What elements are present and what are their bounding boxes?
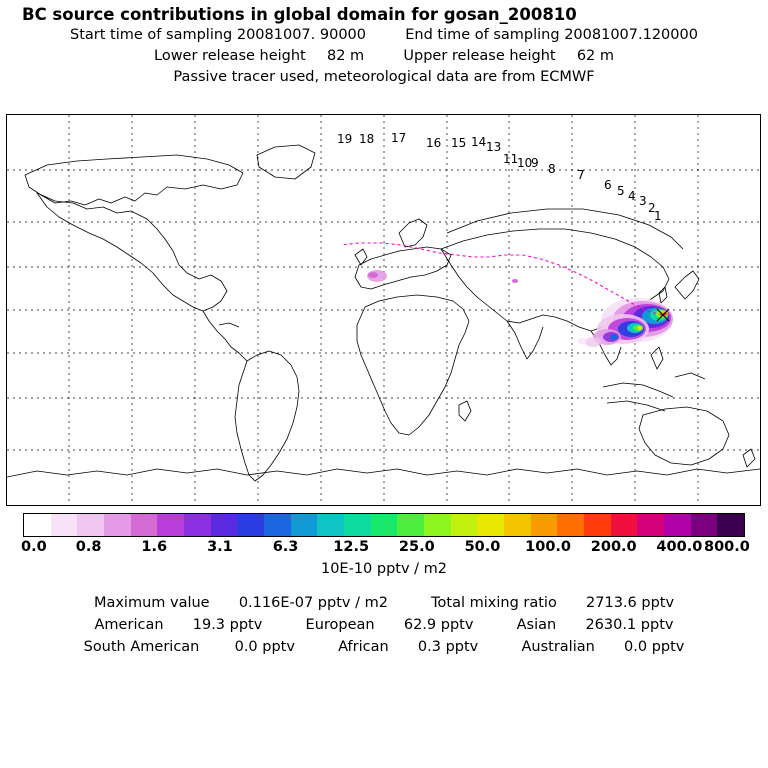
region-name-african: African	[338, 639, 389, 655]
day-label: 3	[639, 194, 647, 208]
colorbar-swatch	[184, 514, 211, 536]
colorbar-swatch	[504, 514, 531, 536]
day-label: 14	[471, 135, 487, 149]
day-label: 15	[451, 136, 467, 150]
colorbar-swatch	[611, 514, 638, 536]
region-value-asian: 2630.1 pptv	[585, 617, 674, 633]
release-height-line	[0, 46, 768, 67]
max-value-label: Maximum value	[93, 595, 210, 611]
colorbar-unit-label: 10E-10 pptv / m2	[320, 561, 448, 577]
max-value: 0.116E-07 pptv / m2	[238, 595, 388, 611]
plume-europe	[367, 270, 518, 283]
colorbar-swatch	[584, 514, 611, 536]
colorbar-tick: 400.0	[656, 539, 703, 555]
colorbar	[23, 513, 745, 537]
colorbar-tick: 0.0	[20, 539, 47, 555]
colorbar-swatch	[291, 514, 318, 536]
region-name-australian: Australian	[521, 639, 595, 655]
colorbar-tick: 3.1	[207, 539, 233, 555]
colorbar-swatch	[691, 514, 718, 536]
colorbar-swatch	[131, 514, 158, 536]
day-label: 17	[391, 131, 407, 145]
day-label: 7	[577, 168, 585, 182]
day-label: 16	[426, 136, 442, 150]
colorbar-tick: 12.5	[333, 539, 370, 555]
day-label: 18	[359, 132, 375, 146]
colorbar-swatch	[77, 514, 104, 536]
colorbar-tick: 50.0	[464, 539, 501, 555]
upper-release-label: Upper release height	[403, 48, 556, 64]
stats-row-2	[0, 636, 768, 658]
colorbar-swatch	[637, 514, 664, 536]
colorbar-tick: 6.3	[272, 539, 299, 555]
end-time-label: End time of sampling	[405, 27, 560, 43]
colorbar-tick: 1.6	[141, 539, 168, 555]
colorbar-tick: 200.0	[590, 539, 637, 555]
day-label: 2	[648, 201, 656, 215]
colorbar-swatch	[371, 514, 398, 536]
lower-release-label: Lower release height	[154, 48, 306, 64]
region-value-african: 0.3 pptv	[417, 639, 479, 655]
day-label: 13	[486, 140, 502, 154]
colorbar-swatch	[237, 514, 264, 536]
day-label: 5	[617, 184, 625, 198]
colorbar-swatch	[717, 514, 744, 536]
day-label: 9	[531, 156, 539, 170]
colorbar-swatch	[24, 514, 51, 536]
total-mixing-ratio-value: 2713.6 pptv	[586, 595, 675, 611]
colorbar-swatch	[531, 514, 558, 536]
region-name-european: European	[305, 617, 375, 633]
total-mixing-ratio-label: Total mixing ratio	[431, 595, 557, 611]
colorbar-swatch	[211, 514, 238, 536]
colorbar-swatch	[317, 514, 344, 536]
colorbar-swatch	[477, 514, 504, 536]
world-map	[7, 115, 760, 505]
colorbar-swatch	[264, 514, 291, 536]
day-label: 1	[654, 209, 662, 223]
day-label: 8	[548, 162, 556, 176]
stats-row-1	[0, 614, 768, 636]
colorbar-swatch	[51, 514, 78, 536]
colorbar-panel	[20, 513, 750, 577]
end-time-value: 20081007.120000	[564, 27, 698, 43]
upper-release-value: 62 m	[576, 48, 614, 64]
region-name-south-american: South American	[83, 639, 200, 655]
colorbar-swatch	[104, 514, 131, 536]
day-label: 10	[517, 156, 533, 170]
colorbar-swatch	[424, 514, 451, 536]
map-panel	[6, 114, 761, 506]
page-title: BC source contributions in global domain for gosan_200810	[22, 5, 577, 24]
trajectory-day-labels	[337, 131, 662, 223]
colorbar-tick: 800.0	[704, 539, 750, 555]
day-label: 4	[628, 189, 636, 203]
colorbar-tick: 25.0	[398, 539, 435, 555]
region-value-european: 62.9 pptv	[403, 617, 474, 633]
colorbar-swatch	[397, 514, 424, 536]
colorbar-swatch	[557, 514, 584, 536]
region-name-american: American	[94, 617, 164, 633]
colorbar-tick: 100.0	[525, 539, 572, 555]
colorbar-swatch	[157, 514, 184, 536]
sampling-time-line	[0, 25, 768, 46]
region-value-american: 19.3 pptv	[192, 617, 263, 633]
plume-east-asia	[577, 298, 673, 347]
stats-row-summary	[0, 592, 768, 614]
day-label: 19	[337, 132, 353, 146]
colorbar-tick-labels	[20, 539, 750, 557]
day-label: 11	[503, 152, 519, 166]
start-time-value: 20081007. 90000	[236, 27, 367, 43]
region-value-australian: 0.0 pptv	[624, 639, 685, 655]
statistics-panel	[0, 592, 768, 658]
region-value-south-american: 0.0 pptv	[234, 639, 295, 655]
colorbar-swatch	[664, 514, 691, 536]
lower-release-value: 82 m	[326, 48, 365, 64]
start-time-label: Start time of sampling	[70, 27, 233, 43]
colorbar-swatch	[344, 514, 371, 536]
tracer-note: Passive tracer used, meteorological data are from ECMWF	[173, 69, 595, 85]
region-name-asian: Asian	[516, 617, 557, 633]
day-label: 6	[604, 178, 612, 192]
figure-header	[0, 0, 768, 88]
colorbar-tick: 0.8	[75, 539, 102, 555]
colorbar-swatch	[451, 514, 478, 536]
